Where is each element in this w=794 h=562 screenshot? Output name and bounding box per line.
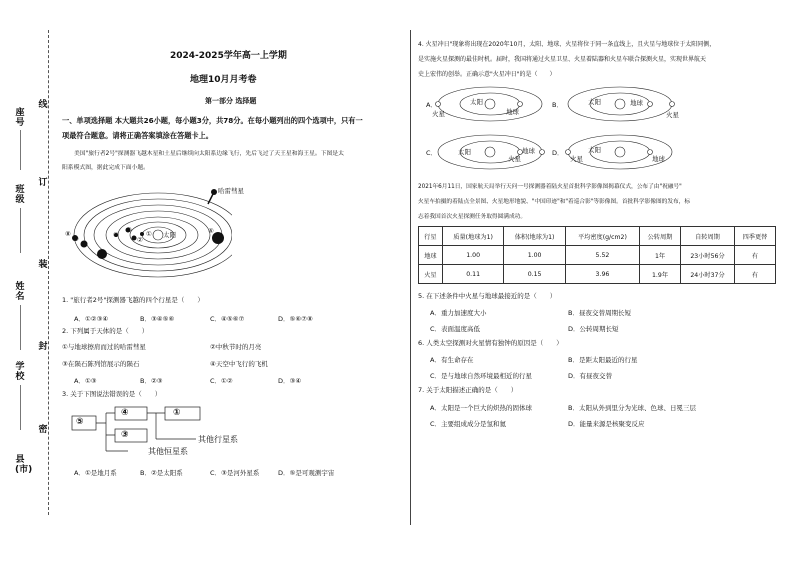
table-cell: 1年 [640,246,681,265]
box-label-3: ③ [121,430,129,440]
q7-option-d[interactable]: D．能量来源是核聚变反应 [568,420,645,428]
binding-dashed-line [48,30,49,515]
label-mars: 火星 [432,110,445,118]
blank-line-school[interactable] [20,385,21,430]
sun-icon [485,99,495,109]
q3-option-b[interactable]: B．②是太阳系 [140,469,183,477]
q4-option-diagrams [420,84,680,174]
planet-label: ③ [126,226,132,234]
blank-line-seat[interactable] [20,130,21,170]
table-cell: 23小时56分 [680,246,734,265]
q2-item: ①与地球擦肩而过的哈雷彗星 [62,343,146,351]
q2-option-a[interactable]: A．①③ [74,377,97,385]
sun-icon [485,147,495,157]
exam-subtitle: 地理10月月考卷 [190,75,257,85]
q2-item: ②中秋节时的月亮 [210,343,262,351]
label-sun: 太阳 [458,148,471,156]
part-title: 第一部分 选择题 [205,97,257,105]
q7-option-c[interactable]: C．主要组成成分是氢和氦 [430,420,507,428]
table-cell: 0.15 [504,265,565,284]
label-mars: 火星 [666,111,679,119]
q3-option-a[interactable]: A．①是地月系 [74,469,117,477]
table-cell: 5.52 [565,246,639,265]
table-header-cell: 质量(地球为1) [442,227,503,246]
table-header-cell: 自转周期 [680,227,734,246]
q4-stem-2: 是实施火星探测的最佳时机。届时，我国将通过火星卫星、火星着陆器和火星车联合探测火星，实现世界航天 [418,56,707,63]
planet-label: ⑧ [65,230,71,238]
binding-char-ding: 订 [38,178,48,188]
q2-option-b[interactable]: B．②③ [140,377,163,385]
blank-line-class[interactable] [20,208,21,253]
table-header-cell: 平均密度(g/cm2) [565,227,639,246]
label-sun: 太阳 [470,98,483,106]
table-cell: 火星 [419,265,443,284]
q1-option-b[interactable]: B．③④⑤⑥ [140,315,175,323]
box-label-5: ⑤ [76,417,84,427]
label-mars: 火星 [508,155,521,163]
box-label-4: ④ [121,408,129,418]
q2-stem: 2. 下列属于天体的是（ ） [62,327,149,335]
planet-label: ④ [113,231,119,239]
passage-line-3: 志着我国首次火星探测任务取得圆满成功。 [418,214,527,220]
mars-icon [566,150,571,155]
q6-stem: 6. 人类太空探测对火星情有独钟的原因是（ ） [418,339,563,347]
table-header-cell: 体积(地球为1) [504,227,565,246]
q3-option-c[interactable]: C．③是河外星系 [210,469,260,477]
binding-char-xian: 线 [38,100,48,110]
q2-option-c[interactable]: C．①② [210,377,233,385]
planet-data-table [418,226,776,284]
q1-option-c[interactable]: C．④⑤⑥⑦ [210,315,245,323]
q6-option-c[interactable]: C．是与地球自然环境最相近的行星 [430,372,533,380]
mars-icon [670,102,675,107]
county-label: 县(市) [15,455,33,475]
comet-label: 哈雷彗星 [218,187,244,195]
other-planetary-systems: 其他行星系 [198,435,238,444]
q7-option-b[interactable]: B．太阳从外到里分为光球、色球、日冕三层 [568,404,696,412]
q1-option-a[interactable]: A．①②③④ [74,315,109,323]
earth-icon [648,150,653,155]
planet-label: ⑦ [73,235,79,243]
q5-option-b[interactable]: B．昼夜交替周期长短 [568,309,631,317]
planet-label: ② [137,236,143,244]
box-label-1: ① [173,408,181,418]
table-cell: 24小时37分 [680,265,734,284]
q4-stem-3: 史上宏伟的创举。正确示意"火星冲日"的是（ ） [418,71,556,78]
q3-option-d[interactable]: D．⑤是可观测宇宙 [278,469,335,477]
q7-stem: 7. 关于太阳描述正确的是（ ） [418,386,518,394]
box-3 [115,429,147,442]
q1-option-d[interactable]: D．⑤⑥⑦⑧ [278,315,313,323]
table-cell: 1.9年 [640,265,681,284]
planet-label: ⑥ [82,240,88,248]
sun-icon [153,230,163,240]
table-header-cell: 四季更替 [735,227,776,246]
q2-item: ④天空中飞行的飞机 [210,360,268,368]
q4-option-b[interactable]: B． [552,101,563,109]
planet-6-icon [97,249,107,259]
q2-item: ③在陨石陈列馆展示的陨石 [62,360,140,368]
binding-char-feng: 封 [38,342,48,352]
table-header-cell: 公转周期 [640,227,681,246]
binding-char-zhuang: 装 [38,260,48,270]
name-label: 姓名 [15,282,25,302]
other-stellar-systems: 其他恒星系 [148,447,188,456]
q7-option-a[interactable]: A．太阳是一个巨大的炽热的固体球 [430,404,532,412]
q4-stem-1: 4. 火星冲日"现象将出现在2020年10月，太阳、地球、火星将位于同一条直线上，且火星与地球位于太阳同侧， [418,41,716,48]
school-label: 学校 [15,362,25,382]
table-cell: 3.96 [565,265,639,284]
planet-2-icon [132,236,137,241]
column-divider [410,30,411,525]
passage-line-1: 2021年6月11日，国家航天局举行天问一号探测器着陆火星首批科学影像图揭幕仪式，公布了由"祝融号" [418,184,682,190]
label-sun: 太阳 [588,146,601,154]
passage-line-2: 火星车拍摄的着陆点全景图、火星地形地貌、"中国印迹"和"着巡合影"等影像图。首批科学影像图的发布，标 [418,199,691,205]
exam-title: 2024-2025学年高一上学期 [170,51,287,61]
section-heading-2: 项最符合题意。请将正确答案填涂在答题卡上。 [62,131,213,140]
q6-option-a[interactable]: A．有生命存在 [430,356,474,364]
table-header-row [419,227,776,246]
sun-icon [615,99,625,109]
table-cell: 有 [735,246,776,265]
box-1 [165,407,200,420]
q6-option-b[interactable]: B．是距太阳最近的行星 [568,356,638,364]
label-earth: 地球 [522,147,535,155]
sun-label: 太阳 [163,231,176,239]
table-cell: 1.00 [442,246,503,265]
class-label: 班级 [15,185,25,205]
q3-stem: 3. 关于下图说法错误的是（ ） [62,390,162,398]
mars-icon [540,150,545,155]
table-cell: 地球 [419,246,443,265]
planet-label: ① [146,230,152,238]
q4-option-d[interactable]: D． [552,149,564,157]
label-earth: 地球 [652,155,665,163]
label-sun: 太阳 [588,98,601,106]
earth-icon [648,102,653,107]
box-4 [115,407,147,420]
q2-option-d[interactable]: D．③④ [278,377,302,385]
label-earth: 地球 [506,108,519,116]
q5-stem: 5. 在下述条件中火星与地球最接近的是（ ） [418,292,557,300]
q4-option-c[interactable]: C． [426,149,438,157]
intro-line-2: 阳系模式图，据此完成下面小题。 [62,165,149,171]
q5-option-d[interactable]: D．公转周期长短 [568,325,619,333]
label-mars: 火星 [570,155,583,163]
blank-line-name[interactable] [20,305,21,350]
q1-stem: 1. "旅行者2号"探测器飞越的四个行星是（ ） [62,296,204,304]
table-cell: 有 [735,265,776,284]
table-cell: 0.11 [442,265,503,284]
q5-option-a[interactable]: A．重力加速度大小 [430,309,487,317]
seat-number-label: 座号 [15,108,25,128]
earth-icon [518,102,523,107]
sun-icon [615,147,625,157]
table-row [419,265,776,284]
binding-char-mi: 密 [38,425,48,435]
table-cell: 1.00 [504,246,565,265]
planet-label: ⑤ [208,227,214,235]
label-earth: 地球 [630,99,643,107]
q4-option-a[interactable]: A． [426,101,437,109]
table-row [419,246,776,265]
q6-option-d[interactable]: D．有昼夜交替 [568,372,613,380]
intro-line-1: 美国"旅行者2号"探测器飞越木星和土星后继续向太阳系边缘飞行，先后飞过了天王星和海王星。下图是太 [74,151,344,157]
q5-option-c[interactable]: C．表面温度高低 [430,325,481,333]
table-header-cell: 行星 [419,227,443,246]
connector [147,413,196,439]
section-heading: 一、单项选择题 本大题共26小题，每小题3分，共78分。在每小题列出的四个选项中，只有一 [62,116,363,125]
